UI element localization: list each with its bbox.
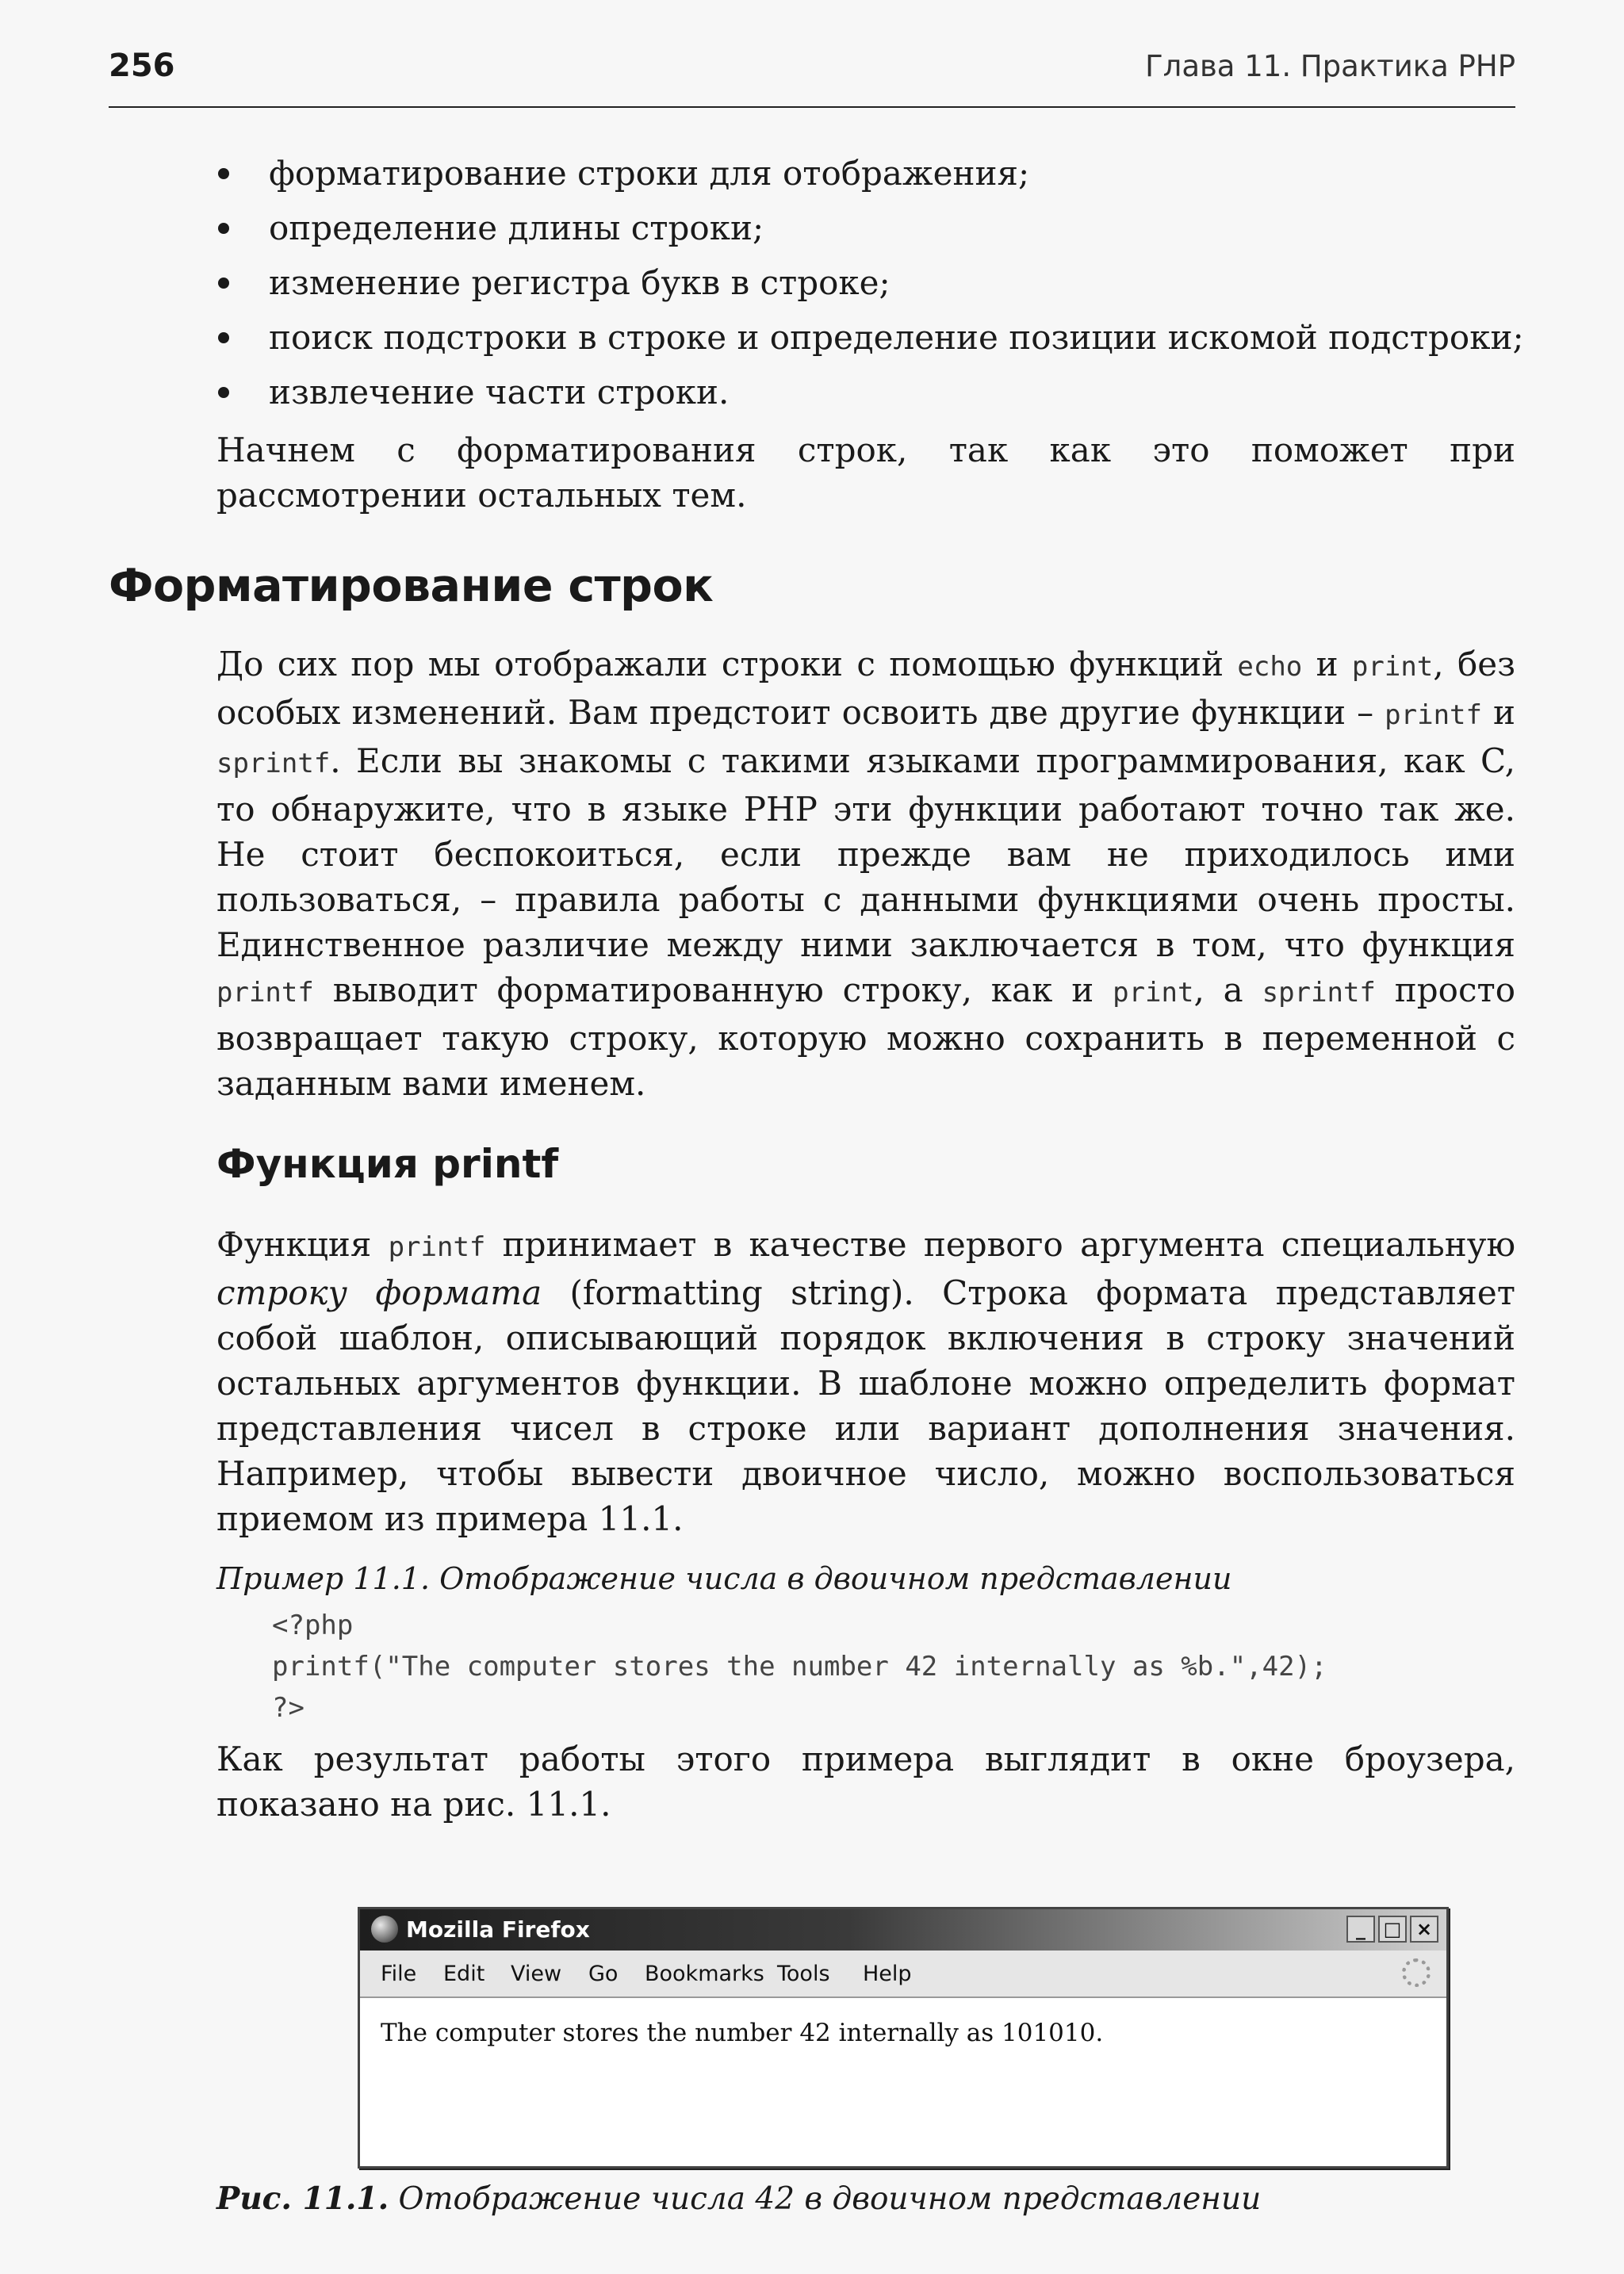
list-item: извлечение части строки. xyxy=(216,369,1515,424)
menu-go[interactable]: Go xyxy=(588,1962,619,1986)
window-controls xyxy=(1343,1916,1438,1943)
section-title: Форматирование строк xyxy=(109,560,714,612)
figure-caption: Рис. 11.1. Отображение числа 42 в двоичном представлении xyxy=(216,2180,1262,2217)
page-number: 256 xyxy=(109,48,175,84)
subsection-title: Функция printf xyxy=(216,1141,559,1187)
menu-tools[interactable]: Tools xyxy=(777,1962,830,1986)
maximize-button[interactable]: □ xyxy=(1378,1916,1407,1943)
bullet-icon xyxy=(218,278,229,289)
section-paragraph: До сих пор мы отображали строки с помощью функций echo и print, без особых изменений. Вам предстоит освоить две другие функции – printf и sprintf. Если вы знакомы с такими языками программирования, как C, то обнаружите, что в языке PHP эти функции работают точно так же. Не стоит беспокоиться, если прежде вам не приходилось ими пользоваться, – правила работы с данными функциями очень просты. Единственное различие между ними заключается в том, что функция printf выводит форматированную строку, как и print, а sprintf просто возвращает такую строку, которую можно сохранить в переменной с заданным вами именем. xyxy=(216,645,1516,1103)
bullet-list xyxy=(216,151,1524,424)
subsection-paragraph: Функция printf принимает в качестве первого аргумента специальную строку формата (formatting string). Строка формата представляет собой шаблон, описывающий порядок включения в строку значений остальных аргументов функции. В шаблоне можно определить формат представления чисел в строке или вариант дополнения значения. Например, чтобы вывести двоичное число, можно воспользоваться приемом из примера 11.1. xyxy=(216,1225,1516,1538)
list-item: изменение регистра букв в строке; xyxy=(216,260,1515,315)
list-item: поиск подстроки в строке и определение позиции искомой подстроки; xyxy=(216,315,1515,369)
bullet-icon xyxy=(218,168,229,179)
inline-code: printf xyxy=(388,1231,486,1263)
bullet-icon xyxy=(218,387,229,398)
running-head: Глава 11. Практика PHP xyxy=(1145,49,1515,83)
browser-screenshot-figure xyxy=(358,1907,1449,2169)
term-emphasis: строку формата xyxy=(216,1273,542,1312)
after-code-paragraph: Как результат работы этого примера выглядит в окне броузера, показано на рис. 11.1. xyxy=(216,1740,1515,1824)
throbber-icon xyxy=(1402,1958,1431,1987)
menu-help[interactable]: Help xyxy=(863,1962,912,1986)
window-title: Mozilla Firefox xyxy=(406,1916,590,1943)
code-block: <?php printf("The computer stores the number 42 internally as %b.",42); ?> xyxy=(272,1610,1327,1724)
menu-file[interactable]: File xyxy=(381,1962,417,1986)
inline-code: print xyxy=(1351,651,1434,683)
minimize-button[interactable]: _ xyxy=(1346,1916,1375,1943)
inline-code: printf xyxy=(216,977,314,1009)
inline-code: sprintf xyxy=(1262,977,1376,1009)
list-item: форматирование строки для отображения; xyxy=(216,151,1515,205)
inline-code: echo xyxy=(1237,651,1303,683)
menu-bar xyxy=(360,1951,1446,1998)
browser-content-text: The computer stores the number 42 internally as 101010. xyxy=(381,2019,1104,2047)
page-header xyxy=(109,46,1515,108)
inline-code: printf xyxy=(1385,699,1482,731)
example-caption: Пример 11.1. Отображение числа в двоичном представлении xyxy=(216,1561,1232,1596)
inline-code: sprintf xyxy=(216,748,331,779)
inline-code: print xyxy=(1113,977,1194,1009)
menu-view[interactable]: View xyxy=(511,1962,562,1986)
list-item: определение длины строки; xyxy=(216,205,1515,260)
menu-bookmarks[interactable]: Bookmarks xyxy=(645,1962,764,1986)
firefox-logo-icon xyxy=(371,1916,398,1943)
menu-edit[interactable]: Edit xyxy=(443,1962,485,1986)
intro-paragraph: Начнем с форматирования строк, так как это поможет при рассмотрении остальных тем. xyxy=(216,431,1515,515)
page-content xyxy=(109,151,1524,1827)
window-titlebar xyxy=(360,1909,1446,1951)
bullet-icon xyxy=(218,332,229,343)
bullet-icon xyxy=(218,223,229,234)
close-button[interactable]: × xyxy=(1410,1916,1438,1943)
